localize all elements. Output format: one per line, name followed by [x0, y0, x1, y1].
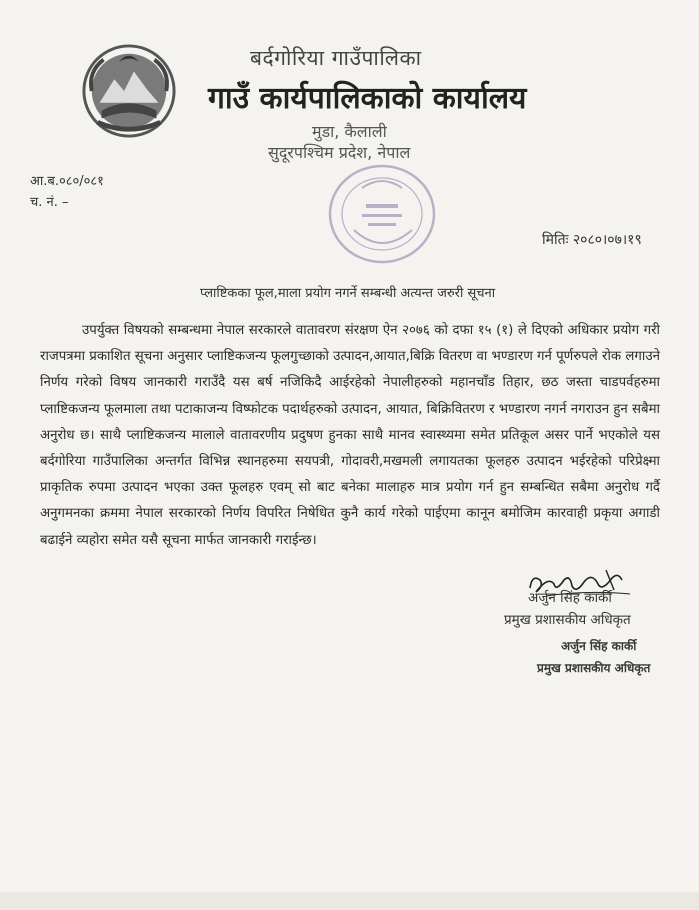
municipality-name: बर्दगोरिया गाउँपालिका	[250, 46, 422, 70]
nepal-emblem-icon	[80, 42, 178, 140]
stamp-title: प्रमुख प्रशासकीय अधिकृत	[537, 661, 651, 675]
notice-body	[40, 318, 660, 554]
stamp-name: अर्जुन सिंह कार्की	[561, 639, 637, 653]
notice-subject: प्लाष्टिकका फूल,माला प्रयोग नगर्ने सम्बन्धी अत्यन्त जरुरी सूचना	[200, 286, 496, 301]
office-seal-icon	[322, 158, 442, 268]
signatory-name: अर्जुन सिंह कार्की	[528, 590, 612, 606]
notice-date: मितिः २०८०।०७।१९	[542, 232, 642, 248]
office-place: मुडा, कैलाली	[312, 122, 387, 141]
fiscal-year-ref: आ.ब.०८०/०८१	[30, 174, 104, 189]
page-bottom-edge	[0, 892, 699, 910]
office-province: सुदूरपश्चिम प्रदेश, नेपाल	[268, 143, 411, 162]
office-title: गाउँ कार्यपालिकाको कार्यालय	[208, 81, 527, 116]
body-paragraph: उपर्युक्त विषयको सम्बन्धमा नेपाल सरकारले वातावरण संरक्षण ऐन २०७६ को दफा १५ (१) ले दिएको अधिकार प्रयोग गरी राजपत्रमा प्रकाशित सूचना अनुसार प्लाष्टिकजन्य फूलगुच्छाको उत्पादन,आयात,बिक्रि वितरण वा भण्डारण गर्न पूर्णरुपले रोक लगाउने निर्णय गरेको विषय जानकारी गराउँदै यस बर्ष नजिकिदै आईरहेको नेपालीहरुको महानचाँड तिहार, छठ जस्ता चाडपर्वहरुमा प्लाष्टिकजन्य फूलमाला तथा पटाकाजन्य विष्फोटक पदार्थहरुको उत्पादन, आयात, बिक्रिवितरण र भण्डारण नगर्न नगराउन हुन सबैमा अनुरोध छ। साथै प्लाष्टिकजन्य मालाले वातावरणीय प्रदुषण हुनका साथै मानव स्वास्थ्यमा समेत प्रतिकूल असर पार्ने भएकोले यस बर्दगोरिया गाउँपालिका अन्तर्गत विभिन्न स्थानहरुमा सयपत्री, गोदावरी,मखमली लगायतका फूलहरु उत्पादन भईरहेको परिप्रेक्ष्मा प्राकृतिक रुपमा उत्पादन भएका उक्त फूलहरु एवम् सो बाट बनेका मालाहरु मात्र प्रयोग गर्न हुन सम्बन्धित सबैमा अनुरोध गर्दै अनुगमनका क्रममा नेपाल सरकारको निर्णय विपरित निषेधित कुनै कार्य गरेको पाईएमा कानून बमोजिम कारवाही प्रकृया अगाडी बढाईने व्यहोरा समेत यसै सूचना मार्फत जानकारी गराईन्छ।	[40, 323, 660, 548]
dispatch-number: च. नं. –	[30, 195, 69, 210]
signatory-title: प्रमुख प्रशासकीय अधिकृत	[504, 612, 631, 628]
